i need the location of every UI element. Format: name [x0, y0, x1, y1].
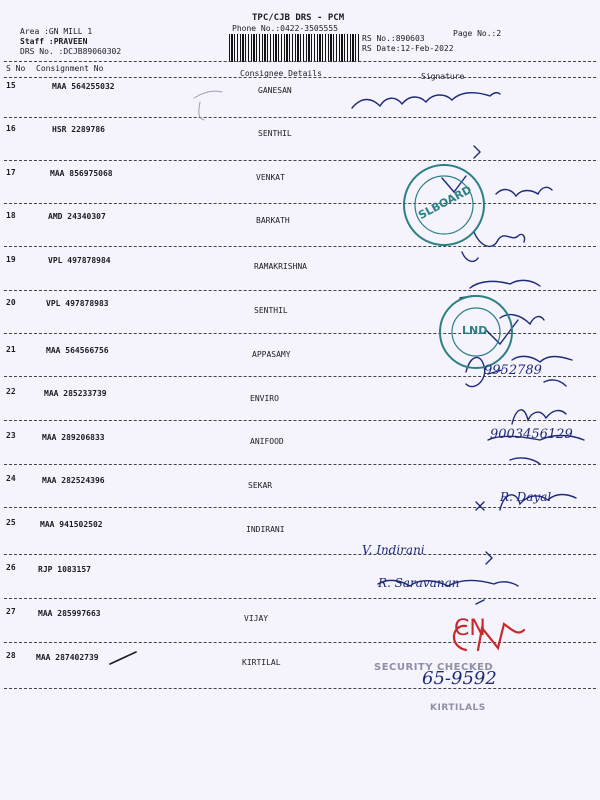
- row-consignment: VPL 497878984: [48, 256, 111, 265]
- row-divider: [4, 203, 596, 204]
- handwritten-phone: 9952789: [484, 363, 542, 378]
- row-consignee: RAMAKRISHNA: [254, 262, 307, 271]
- column-header-signature: Signature: [421, 72, 465, 81]
- phone-number: Phone No.:0422-3505555: [232, 24, 338, 33]
- row-consignee: SENTHIL: [258, 129, 292, 138]
- row-consignment: HSR 2289786: [52, 125, 105, 134]
- row-sno: 17: [6, 168, 16, 177]
- row-consignee: ANIFOOD: [250, 437, 284, 446]
- rs-date: RS Date:12-Feb-2022: [362, 44, 454, 53]
- row-divider: [4, 464, 596, 465]
- rs-number: RS No.:890603: [362, 34, 425, 43]
- drs-number: DRS No. :DCJB89060302: [20, 47, 122, 56]
- handwritten-phone: 9003456129: [490, 427, 573, 442]
- row-sno: 22: [6, 387, 16, 396]
- row-consignee: VENKAT: [256, 173, 285, 182]
- row-sno: 18: [6, 211, 16, 220]
- row-consignment: MAA 285997663: [38, 609, 101, 618]
- row-divider: [4, 117, 596, 118]
- row-consignment: VPL 497878983: [46, 299, 109, 308]
- kirtilals-stamp: KIRTILALS: [430, 703, 486, 713]
- handwritten-signature: R. Dayal: [500, 490, 552, 504]
- handwritten-signature: CN: [454, 616, 486, 641]
- row-consignment: MAA 287402739: [36, 653, 99, 662]
- row-consignment: MAA 289206833: [42, 433, 105, 442]
- header-divider-top: [4, 61, 596, 62]
- barcode: [229, 34, 360, 62]
- document-title: TPC/CJB DRS - PCM: [252, 13, 345, 23]
- row-consignment: MAA 564255032: [52, 82, 115, 91]
- row-consignee: VIJAY: [244, 614, 269, 623]
- row-consignee: SENTHIL: [254, 306, 288, 315]
- row-consignment: RJP 1083157: [38, 565, 91, 574]
- row-divider: [4, 333, 596, 334]
- row-sno: 21: [6, 345, 16, 354]
- round-stamp-text: SLBOARD: [416, 183, 474, 223]
- row-sno: 24: [6, 474, 16, 483]
- column-header-consignee: Consignee Details: [240, 69, 322, 78]
- row-consignment: MAA 856975068: [50, 169, 113, 178]
- row-consignment: AMD 24340307: [48, 212, 106, 221]
- page-number: Page No.:2: [453, 29, 502, 38]
- row-consignee: APPASAMY: [252, 350, 291, 359]
- row-sno: 20: [6, 298, 16, 307]
- row-divider: [4, 554, 596, 555]
- row-sno: 27: [6, 607, 16, 616]
- round-stamp-text: LND: [462, 324, 488, 337]
- row-sno: 28: [6, 651, 16, 660]
- row-sno: 15: [6, 81, 16, 90]
- row-consignee: SEKAR: [248, 481, 273, 490]
- row-sno: 16: [6, 124, 16, 133]
- row-consignment: MAA 285233739: [44, 389, 107, 398]
- row-divider: [4, 642, 596, 643]
- row-divider: [4, 420, 596, 421]
- row-divider: [4, 688, 596, 689]
- row-sno: 19: [6, 255, 16, 264]
- column-header-sno: S No: [6, 64, 26, 73]
- row-divider: [4, 598, 596, 599]
- column-header-consignment: Consignment No: [36, 64, 104, 73]
- handwritten-signature: V. Indirani: [362, 543, 425, 557]
- staff-label: Staff :PRAVEEN: [20, 37, 88, 46]
- row-consignee: ENVIRO: [250, 394, 279, 403]
- area-label: Area :GN MILL 1: [20, 27, 93, 36]
- row-consignee: BARKATH: [256, 216, 290, 225]
- handwritten-number: 65-9592: [422, 668, 497, 689]
- row-divider: [4, 246, 596, 247]
- row-consignment: MAA 282524396: [42, 476, 105, 485]
- row-consignment: MAA 564566756: [46, 346, 109, 355]
- row-consignee: INDIRANI: [246, 525, 285, 534]
- header-divider-bottom: [4, 77, 596, 78]
- row-sno: 23: [6, 431, 16, 440]
- row-sno: 26: [6, 563, 16, 572]
- row-consignment: MAA 941502502: [40, 520, 103, 529]
- row-consignee: GANESAN: [258, 86, 292, 95]
- row-divider: [4, 290, 596, 291]
- row-consignee: KIRTILAL: [242, 658, 281, 667]
- handwritten-signature: R. Saravanan: [378, 576, 460, 590]
- row-sno: 25: [6, 518, 16, 527]
- row-divider: [4, 160, 596, 161]
- row-divider: [4, 507, 596, 508]
- security-checked-stamp: SECURITY CHECKED: [374, 662, 494, 673]
